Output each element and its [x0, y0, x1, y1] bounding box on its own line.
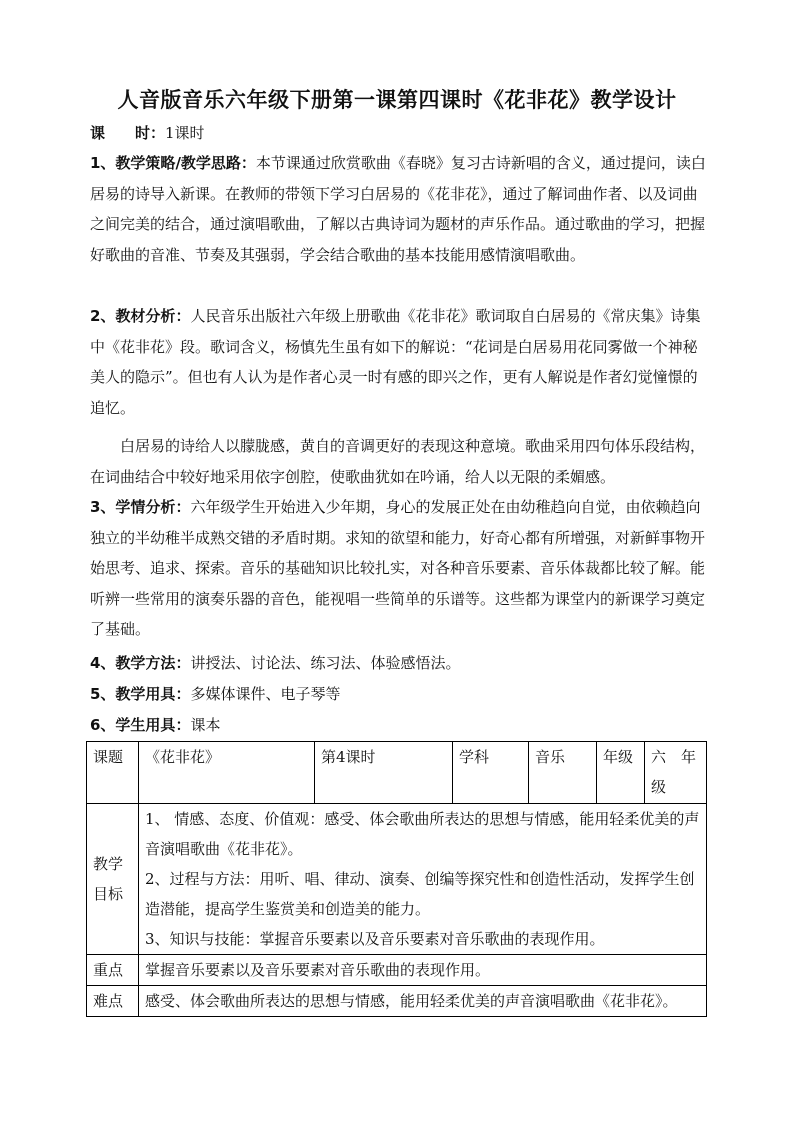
goal-process: 2、过程与方法：用听、唱、律动、演奏、创编等探究性和创造性活动，发挥学生创造潜能，提高学生鉴赏美和创造美的能力。	[145, 870, 695, 918]
section-text: 本节课通过欣赏歌曲《春晓》复习古诗新唱的含义，通过提问，读白居易的诗导入新课。在教师的带领下学习白居易的《花非花》，通过了解词曲作者、以及词曲之间完美的结合，通过演唱歌曲，了解以古典诗词为题材的声乐作品。通过歌曲的学习，把握好歌曲的音准、节奏及其强弱，学会结合歌曲的基本技能用感情演唱歌曲。	[90, 154, 706, 264]
lesson-table	[86, 741, 707, 1017]
section-text: 六年级学生开始进入少年期，身心的发展正处在由幼稚趋向自觉，由依赖趋向独立的半幼稚半成熟交错的矛盾时期。求知的欲望和能力，好奇心都有所增强，对新鲜事物开始思考、追求、探索。音乐的基础知识比较扎实，对各种音乐要素、音乐体裁都比较了解。能听辨一些常用的演奏乐器的音色，能视唱一些简单的乐谱等。这些都为课堂内的新课学习奠定了基础。	[90, 498, 706, 638]
subject-cell: 《花非花》	[139, 742, 315, 804]
difficulty-label-cell: 难点	[87, 986, 139, 1017]
section-text: 人民音乐出版社六年级上册歌曲《花非花》歌词取自白居易的《常庆集》诗集中《花非花》段。歌词含义，杨慎先生虽有如下的解说：“花词是白居易用花同雾做一个神秘美人的隐示”。但也有人认为是作者心灵一时有感的即兴之作，更有人解说是作者幻觉憧憬的追忆。	[90, 307, 701, 417]
class-time-label: 课 时：	[90, 124, 166, 142]
section-label: 5、教学用具：	[90, 685, 191, 703]
section-label: 3、学情分析：	[90, 498, 191, 516]
goal-emotion: 1、 情感、态度、价值观：感受、体会歌曲所表达的思想与情感，能用轻柔优美的声音演唱歌曲《花非花》。	[145, 810, 700, 858]
key-label-cell: 重点	[87, 955, 139, 986]
section-label: 4、教学方法：	[90, 654, 191, 672]
course-label-cell: 学科	[453, 742, 529, 804]
section-learner-analysis	[90, 492, 710, 645]
section-teaching-strategy	[90, 148, 710, 270]
section-teaching-tools	[90, 679, 710, 710]
grade-label-cell: 年级	[597, 742, 645, 804]
table-goals-row	[87, 804, 707, 955]
section-text: 白居易的诗给人以朦胧感，黄自的音调更好的表现这种意境。歌曲采用四句体乐段结构，在词曲结合中较好地采用依字创腔，使歌曲犹如在吟诵，给人以无限的柔媚感。	[90, 437, 706, 486]
difficulty-cell: 感受、体会歌曲所表达的思想与情感，能用轻柔优美的声音演唱歌曲《花非花》。	[139, 986, 707, 1017]
grade-cell: 六 年级	[645, 742, 707, 804]
section-label: 1、教学策略/教学思路：	[90, 154, 256, 172]
course-cell: 音乐	[529, 742, 597, 804]
lesson-cell: 第4课时	[315, 742, 453, 804]
section-teaching-methods	[90, 648, 710, 679]
section-text: 多媒体课件、电子琴等	[190, 685, 341, 703]
section-text: 课本	[190, 716, 221, 734]
class-time	[90, 118, 710, 149]
table-difficulty-row	[87, 986, 707, 1017]
table-header-row	[87, 742, 707, 804]
section-text: 讲授法、讨论法、练习法、体验感悟法。	[190, 654, 461, 672]
class-time-value: 1课时	[165, 124, 205, 142]
section-label: 6、学生用具：	[90, 716, 191, 734]
key-cell: 掌握音乐要素以及音乐要素对音乐歌曲的表现作用。	[139, 955, 707, 986]
section-student-tools	[90, 710, 710, 741]
section-material-analysis-cont	[90, 431, 710, 492]
table-key-row	[87, 955, 707, 986]
page-title: 人音版音乐六年级下册第一课第四课时《花非花》教学设计	[117, 88, 677, 112]
section-label: 2、教材分析：	[90, 307, 191, 325]
subject-label-cell: 课题	[87, 742, 139, 804]
section-material-analysis	[90, 301, 710, 423]
goal-knowledge: 3、知识与技能：掌握音乐要素以及音乐要素对音乐歌曲的表现作用。	[145, 930, 605, 948]
goals-label-cell: 教学目标	[87, 804, 139, 955]
goals-cell	[139, 804, 707, 955]
